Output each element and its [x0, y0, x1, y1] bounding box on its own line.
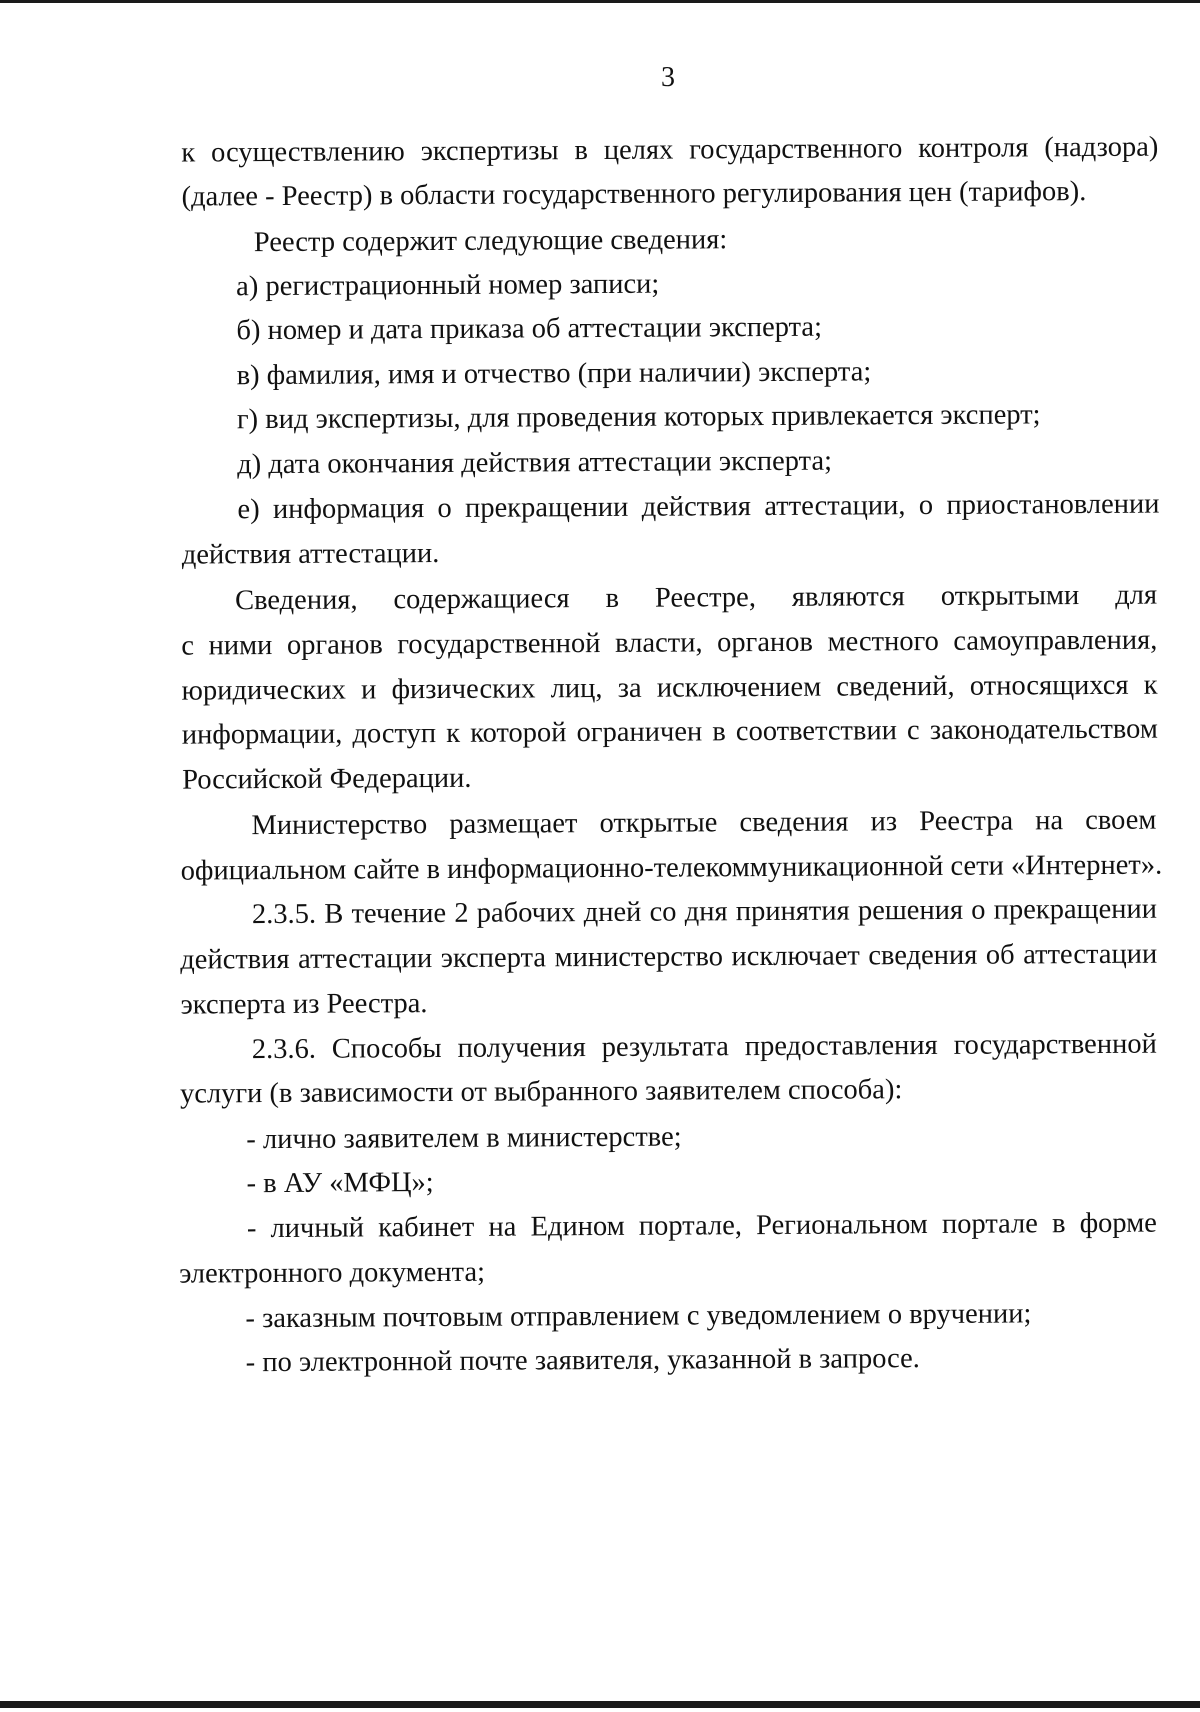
paragraph-line: Сведения, содержащиеся в Реестре, являются открытыми для — [234, 579, 1158, 617]
list-item: в) фамилия, имя и отчество (при наличии) эксперта; — [236, 356, 872, 392]
list-item: - по электронной почте заявителя, указанной в запросе. — [245, 1343, 920, 1379]
list-item: а) регистрационный номер записи; — [236, 268, 660, 303]
paragraph-line: официальном сайте в информационно-телекоммуникационной сети «Интернет». — [180, 849, 1163, 887]
page-number: 3 — [661, 62, 675, 93]
paragraph-line: Министерство размещает открытые сведения из Реестра на своем — [251, 804, 1157, 842]
paragraph-line: (далее - Реестр) в области государственного регулирования цен (тарифов). — [181, 176, 1087, 213]
paragraph-line: действия аттестации эксперта министерство исключает сведения об аттестации — [180, 938, 1158, 976]
list-item: е) информация о прекращении действия аттестации, о приостановлении — [237, 488, 1160, 526]
paragraph-line: 2.3.6. Способы получения результата предоставления государственной — [251, 1028, 1157, 1066]
list-item: электронного документа; — [179, 1256, 486, 1290]
paragraph-line: услуги (в зависимости от выбранного заявителем способа): — [179, 1074, 903, 1110]
paragraph-line: юридических и физических лиц, за исключением сведений, относящихся к — [181, 669, 1158, 707]
scan-edge-bottom — [0, 1701, 1200, 1708]
paragraph-line: 2.3.5. В течение 2 рабочих дней со дня принятия решения о прекращении — [251, 893, 1158, 931]
list-item: действия аттестации. — [181, 537, 440, 571]
list-item: - лично заявителем в министерстве; — [246, 1121, 682, 1156]
paragraph-line: эксперта из Реестра. — [180, 988, 428, 1021]
list-item: - в АУ «МФЦ»; — [246, 1167, 434, 1200]
paragraph-line: с ними органов государственной власти, органов местного самоуправления, — [181, 624, 1158, 662]
paragraph-line: Реестр содержит следующие сведения: — [253, 224, 728, 259]
paragraph-line: к осуществлению экспертизы в целях государственного контроля (надзора) — [181, 131, 1159, 169]
list-item: - личный кабинет на Едином портале, Региональном портале в форме — [246, 1207, 1157, 1245]
paragraph-line: Российской Федерации. — [182, 762, 472, 796]
paragraph-line: информации, доступ к которой ограничен в соответствии с законодательством — [181, 713, 1158, 751]
list-item: б) номер и дата приказа об аттестации эксперта; — [236, 311, 823, 347]
list-item: д) дата окончания действия аттестации эксперта; — [237, 445, 833, 481]
list-item: - заказным почтовым отправлением с уведомлением о вручении; — [245, 1298, 1032, 1335]
list-item: г) вид экспертизы, для проведения которых привлекается эксперт; — [236, 399, 1041, 436]
